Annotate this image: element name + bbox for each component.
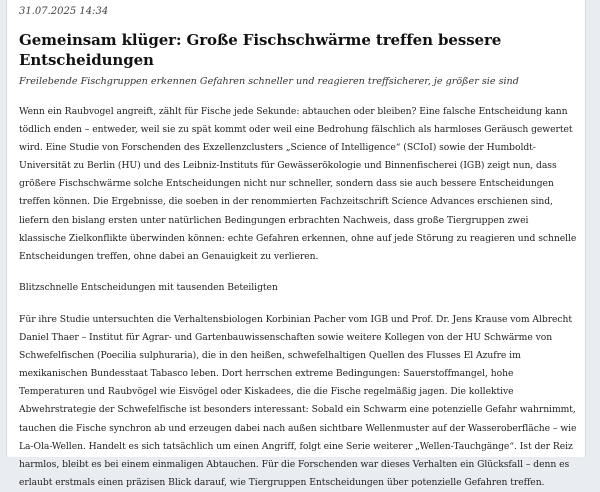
article-subtitle: Freilebende Fischgruppen erkennen Gefahren schneller und reagieren treffsicherer, je größer sie sind bbox=[19, 76, 519, 87]
article-title: Gemeinsam klüger: Große Fischschwärme treffen bessere Entscheidungen bbox=[19, 31, 502, 69]
article-frame bbox=[6, 0, 586, 488]
article-date: 31.07.2025 14:34 bbox=[19, 6, 109, 17]
article-paragraph-intro: Wenn ein Raubvogel angreift, zählt für Fische jede Sekunde: abtauchen oder bleiben? Eine falsche Entscheidung kann tödlich enden – entweder, weil sie zu spät kommt oder weil eine Bedrohung fälschlich als harmloses Geräusch gewertet wird. Eine Studie von Forschenden des Exzellenzclusters „Science of Intelligence“ (SCIoI) sowie der Humboldt-Universität zu Berlin (HU) und des Leibniz-Instituts für Gewässerökologie und Binnenfischerei (IGB) zeigt nun, dass größere Fischschwärme solche Entscheidungen nicht nur schneller, sondern dass sie auch bessere Entscheidungen treffen können. Die Ergebnisse, die soeben in der renommierten Fachzeitschrift Science Advances erschienen sind, liefern den bislang ersten unter natürlichen Bedingungen erbrachten Nachweis, dass große Tiergruppen zwei klassische Zielkonflikte überwinden können: echte Gefahren erkennen, ohne auf jede Störung zu reagieren und schnelle Entscheidungen treffen, ohne dabei an Genauigkeit zu verlieren. bbox=[19, 106, 577, 262]
article-content bbox=[19, 4, 577, 492]
page-scrollbar[interactable] bbox=[577, 0, 585, 457]
article-section-heading: Blitzschnelle Entscheidungen mit tausenden Beteiligten bbox=[19, 281, 278, 293]
article-paragraph-study: Für ihre Studie untersuchten die Verhaltensbiologen Korbinian Pacher vom IGB und Prof. Dr. Jens Krause vom Albrecht Daniel Thaer – Institut für Agrar- und Gartenbauwissenschaften sowie weitere Kollegen von der HU Schwärme von Schwefelfischen (Poecilia sulphuraria), die in den heißen, schwefelhaltigen Quellen des Flusses El Azufre im mexikanischen Bundesstaat Tabasco leben. Dort herrschen extreme Bedingungen: Sauerstoffmangel, hohe Temperaturen und Raubvögel wie Eisvögel oder Kiskadees, die die Fische regelmäßig jagen. Die kollektive Abwehrstrategie der Schwefelfische ist besonders interessant: Sobald ein Schwarm eine potenzielle Gefahr wahrnimmt, tauchen die Fische synchron ab und erzeugen dabei nach außen sichtbare Wellenmuster auf der Wasseroberfläche – wie La-Ola-Wellen. Handelt es sich tatsächlich um einen Angriff, folgt eine Serie weiterer „Wellen-Tauchgänge“. Ist der Reiz harmlos, bleibt es bei einem einmaligen Abtauchen. Für die Forschenden war dieses Verhalten ein Glücksfall – denn es erlaubt erstmals einen präzisen Blick darauf, wie Tiergruppen Entscheidungen über potenzielle Gefahren treffen. bbox=[19, 313, 577, 488]
